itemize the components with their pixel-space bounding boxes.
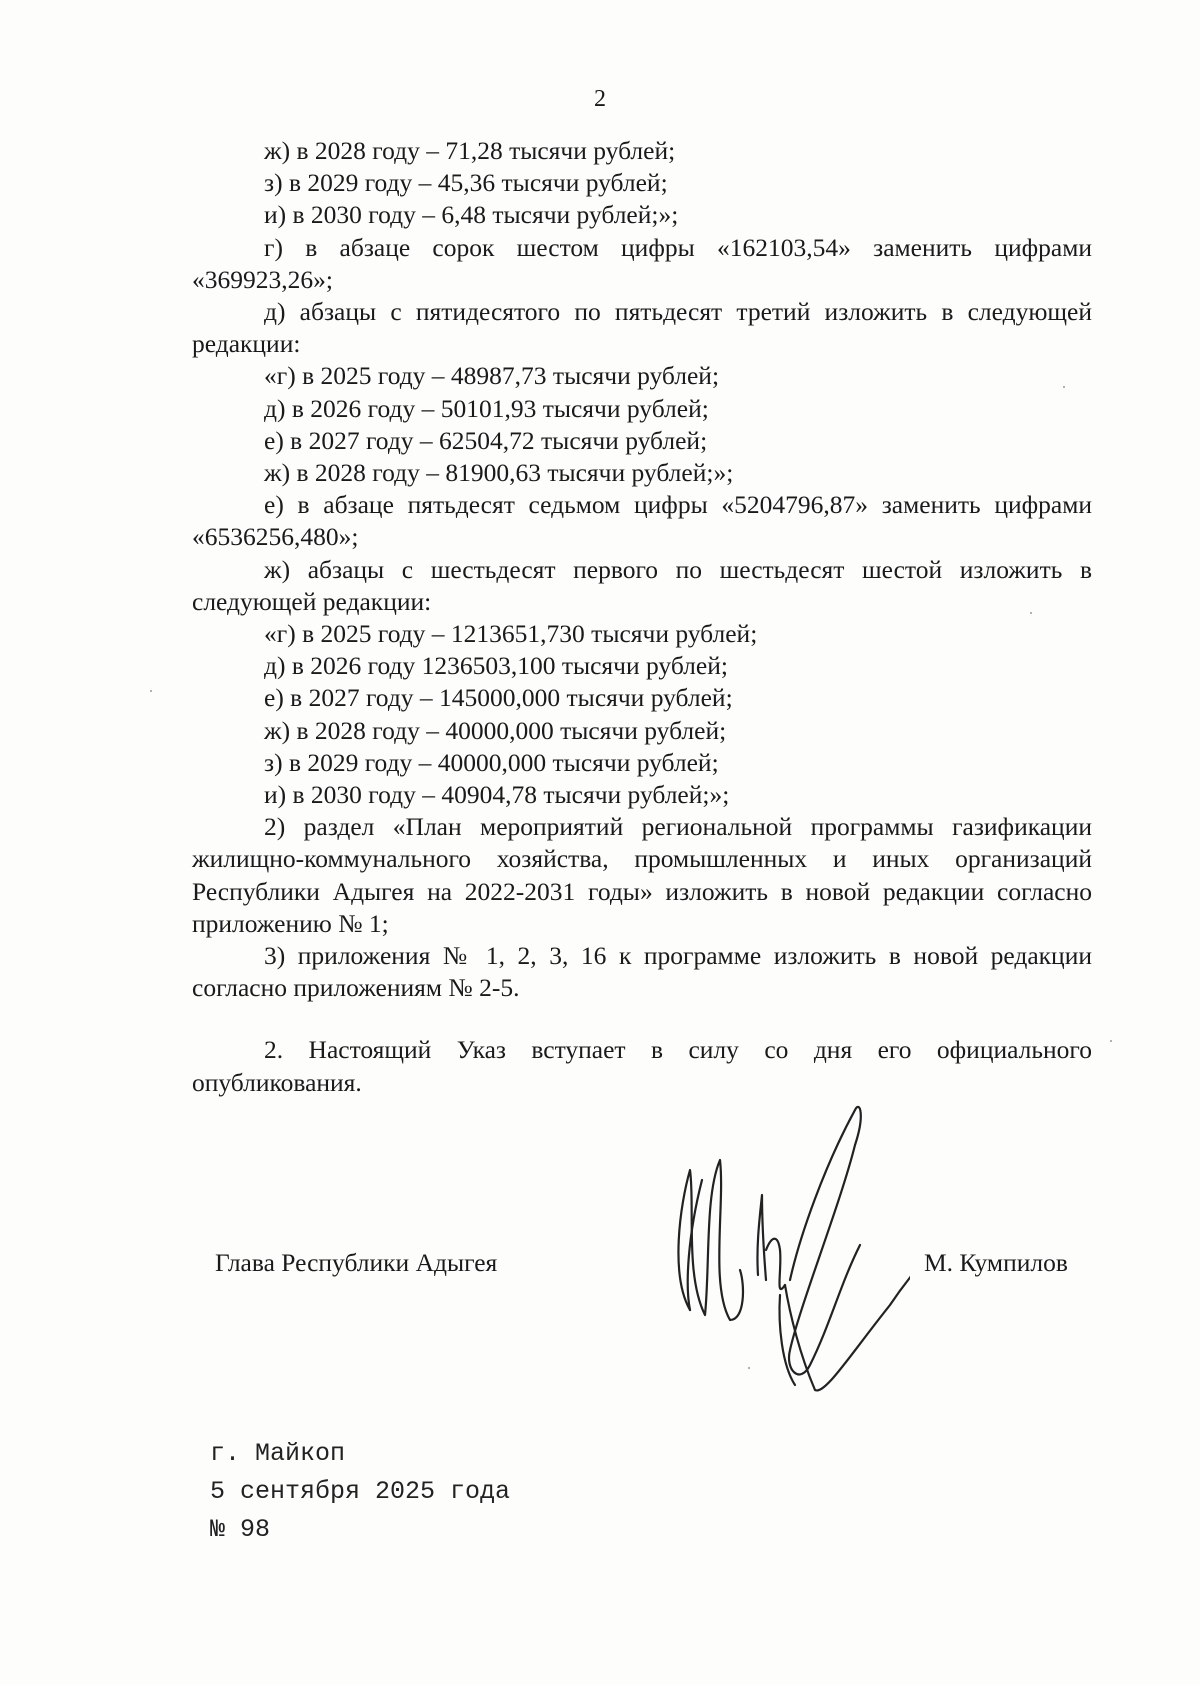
list-item: ж) в 2028 году – 40000,000 тысячи рублей; <box>264 715 727 745</box>
scan-speck <box>150 690 152 692</box>
signatory-name: М. Кумпилов <box>924 1248 1068 1277</box>
paragraph: г) в абзаце сорок шестом цифры «162103,54» заменить цифрами «369923,26»; <box>192 232 1092 294</box>
list-item: з) в 2029 году – 40000,000 тысячи рублей; <box>264 747 719 777</box>
list-item: и) в 2030 году – 40904,78 тысячи рублей;»; <box>264 780 730 810</box>
decree-number: № 98 <box>210 1515 271 1544</box>
paragraph: д) абзацы с пятидесятого по пятьдесят третий изложить в следующей редакции: <box>192 297 1092 359</box>
list-item: е) в 2027 году – 145000,000 тысячи рублей; <box>264 683 733 713</box>
scan-speck <box>1110 1040 1112 1042</box>
list-item: д) в 2026 году 1236503,100 тысячи рублей; <box>264 651 728 681</box>
paragraph: ж) абзацы с шестьдесят первого по шестьдесят шестой изложить в следующей редакции: <box>192 554 1092 616</box>
date-line: 5 сентября 2025 года <box>210 1477 511 1506</box>
city-line: г. Майкоп <box>210 1439 346 1468</box>
paragraph: 2) раздел «План мероприятий региональной программы газификации жилищно-коммунального хозяйства, промышленных и иных организаций Республики Адыгея на 2022-2031 годы» изложить в новой редакции согласно приложению № 1; <box>192 812 1092 938</box>
decree-body <box>192 135 1092 1099</box>
list-item: и) в 2030 году – 6,48 тысячи рублей;»; <box>264 200 679 230</box>
list-item: ж) в 2028 году – 71,28 тысячи рублей; <box>264 136 676 165</box>
paragraph: 2. Настоящий Указ вступает в силу со дня его официального опубликования. <box>192 1035 1092 1097</box>
paragraph: 3) приложения № 1, 2, 3, 16 к программе изложить в новой редакции согласно приложениям № 2-5. <box>192 941 1092 1003</box>
document-footer <box>210 1435 510 1549</box>
list-item: е) в 2027 году – 62504,72 тысячи рублей; <box>264 425 708 455</box>
scan-speck <box>748 1367 750 1369</box>
list-item: з) в 2029 году – 45,36 тысячи рублей; <box>264 168 668 198</box>
list-item: «г) в 2025 году – 1213651,730 тысячи рублей; <box>264 619 758 649</box>
list-item: «г) в 2025 году – 48987,73 тысячи рублей; <box>264 361 720 391</box>
page-number: 2 <box>594 86 606 112</box>
signatory-title: Глава Республики Адыгея <box>215 1248 498 1277</box>
scan-speck <box>1063 386 1065 388</box>
list-item: д) в 2026 году – 50101,93 тысячи рублей; <box>264 393 709 423</box>
handwritten-signature <box>650 1085 910 1415</box>
paragraph: е) в абзаце пятьдесят седьмом цифры «5204796,87» заменить цифрами «6536256,480»; <box>192 490 1092 552</box>
scan-speck <box>1030 612 1032 614</box>
list-item: ж) в 2028 году – 81900,63 тысячи рублей;»; <box>264 458 734 488</box>
